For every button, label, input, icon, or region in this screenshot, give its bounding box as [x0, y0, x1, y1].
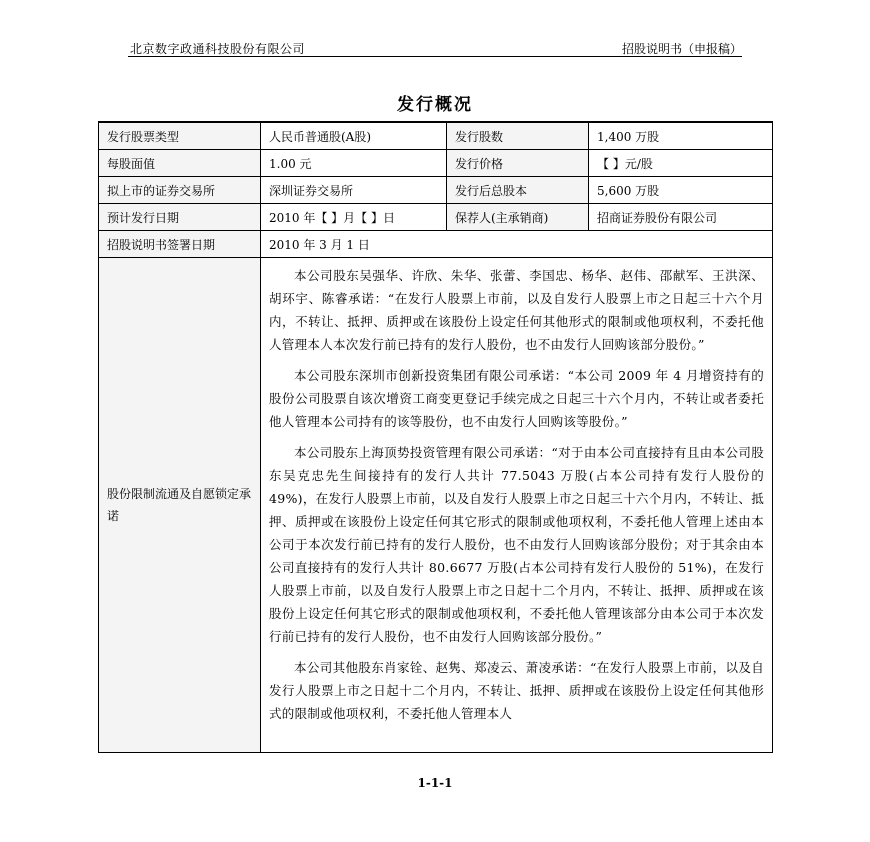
lockup-paragraph: 本公司其他股东肖家铨、赵隽、郑凌云、萧凌承诺：“在发行人股票上市前，以及自发行人股票上市之日起十二个月内，不转让、抵押、质押或在该股份上设定任何其他形式的限制或他项权利，不委托他人管理本人 [269, 660, 764, 721]
header-company: 北京数字政通科技股份有限公司 [130, 42, 306, 56]
lockup-content [261, 258, 773, 753]
cell-value: 深圳证券交易所 [261, 177, 447, 204]
cell-value: 人民币普通股(A股) [261, 122, 447, 150]
table-row [99, 150, 773, 177]
table-row [99, 177, 773, 204]
cell-label: 发行后总股本 [447, 177, 589, 204]
table-row [99, 231, 773, 258]
cell-label: 预计发行日期 [99, 204, 261, 231]
header-doc-type: 招股说明书（申报稿） [621, 42, 742, 56]
table-row [99, 122, 773, 150]
issue-overview-table [98, 121, 773, 753]
signing-date-value: 2010 年 3 月 1 日 [261, 231, 773, 258]
cell-label: 发行股票类型 [99, 122, 261, 150]
cell-value: 【 】元/股 [589, 150, 773, 177]
lockup-paragraph: 本公司股东深圳市创新投资集团有限公司承诺：“本公司 2009 年 4 月增资持有的股份公司股票自该次增资工商变更登记手续完成之日起三十六个月内，不转让或者委托他人管理本公司持有的该等股份，也不由发行人回购该等股份。” [269, 368, 764, 429]
cell-label: 保荐人(主承销商) [447, 204, 589, 231]
cell-value: 5,600 万股 [589, 177, 773, 204]
cell-label: 拟上市的证券交易所 [99, 177, 261, 204]
table-row [99, 258, 773, 753]
lockup-paragraph: 本公司股东上海顶势投资管理有限公司承诺：“对于由本公司直接持有且由本公司股东吴克忠先生间接持有的发行人共计 77.5043 万股(占本公司持有发行人股份的 49%)，在发行人股票上市前，以及自发行人股票上市之日起三十六个月内，不转让、抵押、质押或在该股份上设定任何其它形式的限制或他项权利，不委托他人管理上述由本公司于本次发行前已持有的发行人股份，也不由发行人回购该部分股份；对于其余由本公司直接持有的发行人共计 80.6677 万股(占本公司持有发行人股份的 51%)，在发行人股票上市前，以及自发行人股票上市之日起十二个月内，不转让、抵押、质押或在该股份上设定任何其它形式的限制或他项权利，不委托他人管理该部分由本公司于本次发行前已持有的发行人股份，也不由发行人回购该部分股份。” [269, 445, 764, 644]
lockup-paragraph: 本公司股东吴强华、许欣、朱华、张蕾、李国忠、杨华、赵伟、邵献军、王洪深、胡环宇、陈睿承诺：“在发行人股票上市前，以及自发行人股票上市之日起三十六个月内，不转让、抵押、质押或在该股份上设定任何其他形式的限制或他项权利，不委托他人管理本人本次发行前已持有的发行人股份，也不由发行人回购该部分股份。” [269, 268, 764, 352]
page-number: 1-1-1 [417, 776, 453, 790]
cell-label: 每股面值 [99, 150, 261, 177]
cell-label: 发行股数 [447, 122, 589, 150]
cell-value: 1,400 万股 [589, 122, 773, 150]
page-title: 发行概况 [397, 95, 473, 115]
cell-value: 招商证券股份有限公司 [589, 204, 773, 231]
cell-label: 发行价格 [447, 150, 589, 177]
lockup-label: 股份限制流通及自愿锁定承诺 [99, 258, 261, 753]
header-divider [128, 56, 742, 57]
cell-label: 招股说明书签署日期 [99, 231, 261, 258]
cell-value: 1.00 元 [261, 150, 447, 177]
table-row [99, 204, 773, 231]
cell-value: 2010 年【 】月【 】日 [261, 204, 447, 231]
